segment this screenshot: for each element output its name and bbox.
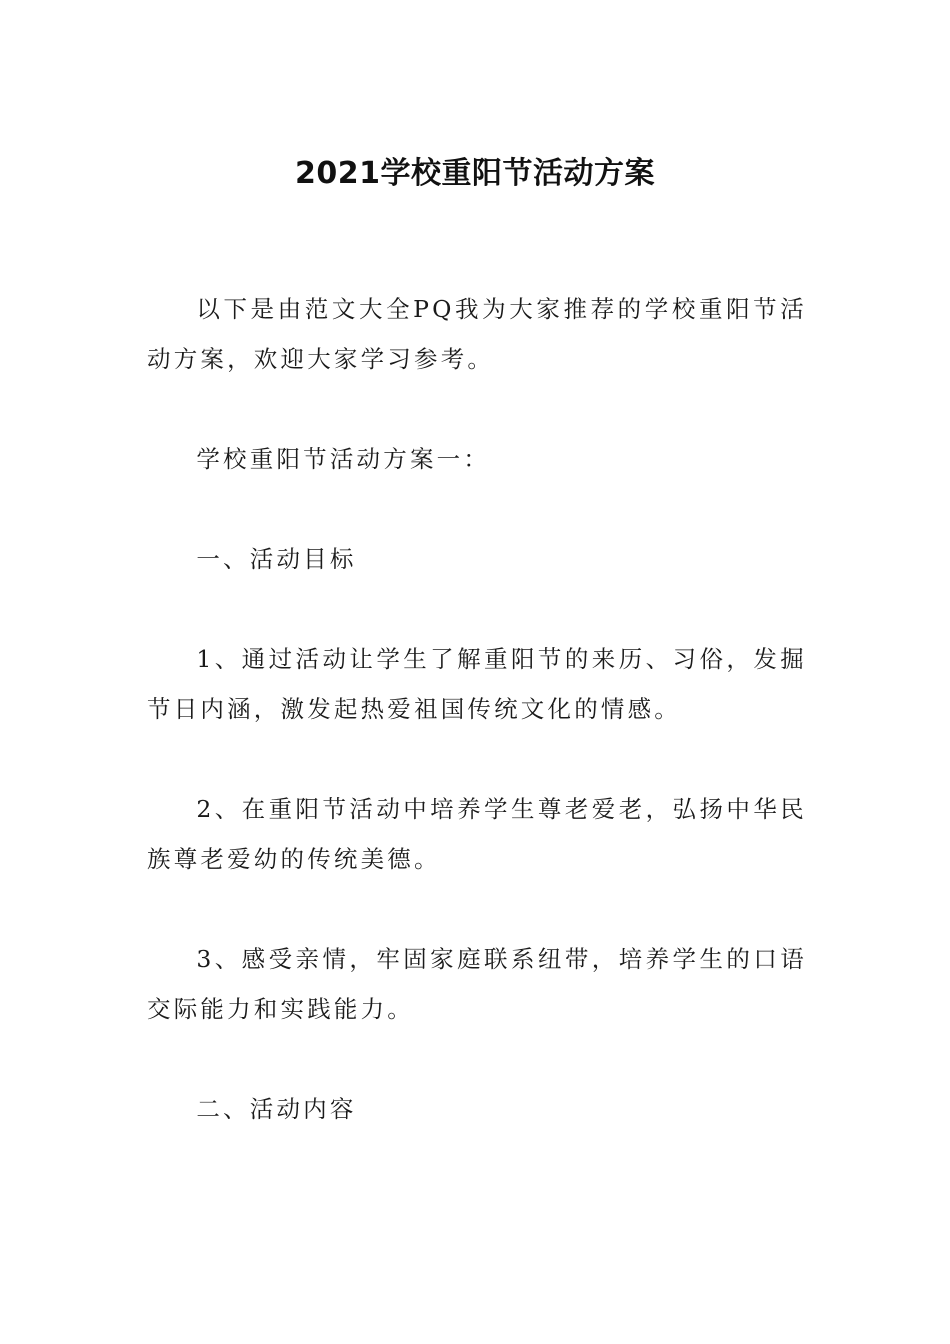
document-body — [147, 284, 807, 1134]
plan-one-heading: 学校重阳节活动方案一： — [196, 445, 491, 473]
document-title: 2021学校重阳节活动方案 — [295, 156, 655, 192]
section-heading-content: 二、活动内容 — [196, 1095, 357, 1123]
goal-item-3: 3、感受亲情，牢固家庭联系纽带，培养学生的口语交际能力和实践能力。 — [147, 945, 807, 1023]
section-heading-goals: 一、活动目标 — [196, 545, 357, 573]
goal-item-2: 2、在重阳节活动中培养学生尊老爱老，弘扬中华民族尊老爱幼的传统美德。 — [147, 795, 807, 873]
goal-item-1: 1、通过活动让学生了解重阳节的来历、习俗，发掘节日内涵，激发起热爱祖国传统文化的情感。 — [147, 645, 807, 723]
intro-paragraph: 以下是由范文大全PQ我为大家推荐的学校重阳节活动方案，欢迎大家学习参考。 — [147, 295, 807, 373]
